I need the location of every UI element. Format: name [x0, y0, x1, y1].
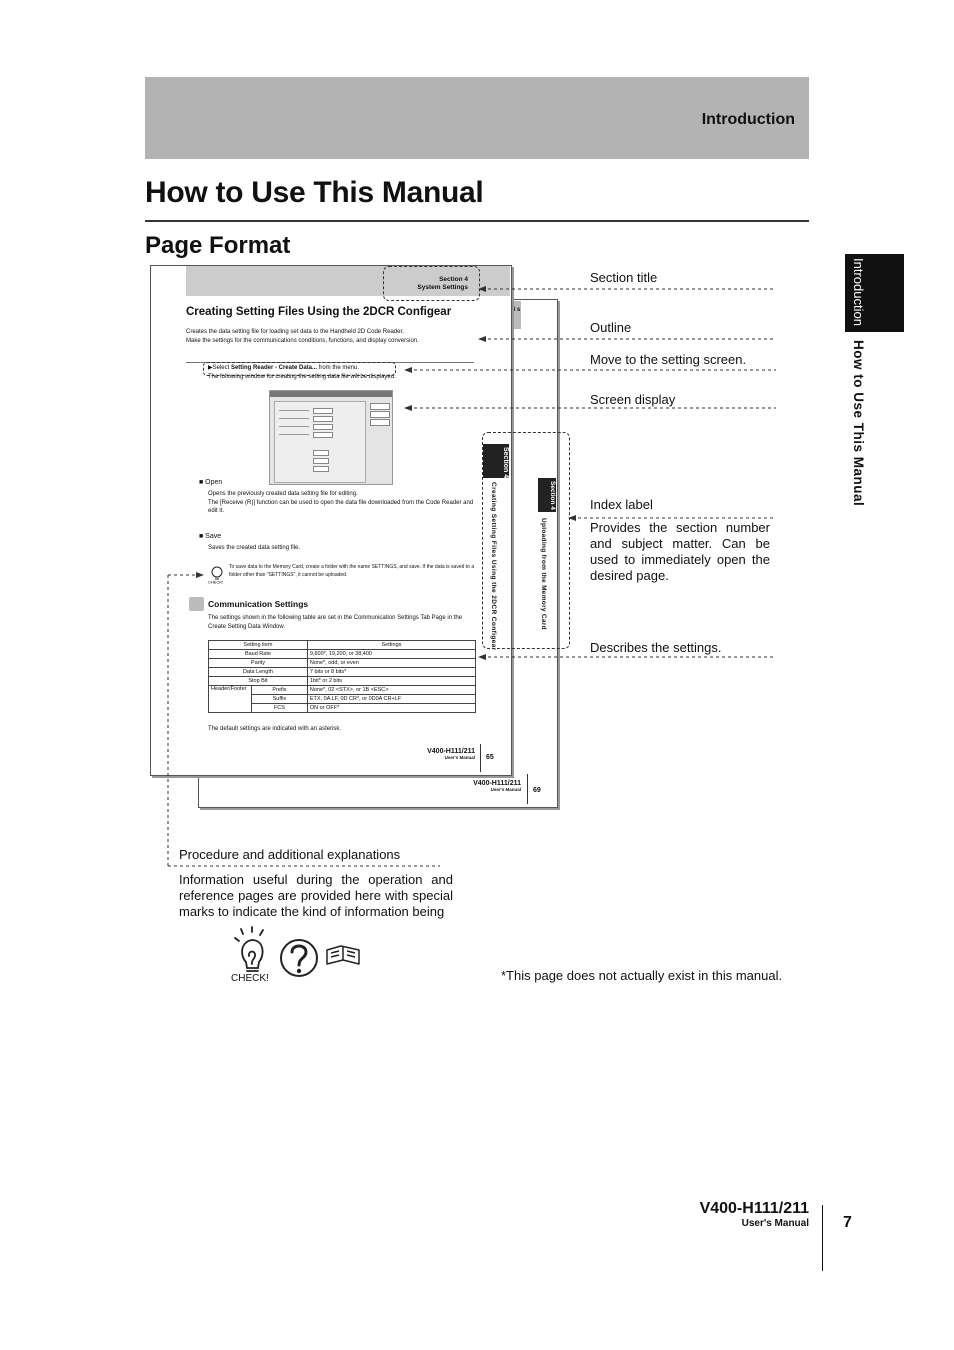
table-cell: Header/Footer [209, 686, 252, 713]
svg-text:CHECK!: CHECK! [208, 579, 224, 584]
mini-open-desc1: Opens the previously created data setting file for editing. [208, 491, 358, 497]
side-tab-section: Introduction [851, 258, 866, 326]
table-header-item: Setting item [209, 641, 308, 650]
table-cell: Data Length [209, 668, 308, 677]
mini-outline-line2: Make the settings for the communications conditions, functions, and display conversion. [186, 337, 419, 344]
mini-section-number: Section 4 [439, 276, 468, 283]
mini-step-pre: ▶Select [208, 365, 231, 371]
front-footer-model: V400-H111/211 [427, 748, 475, 755]
mini-open-title: ■ Open [199, 479, 223, 486]
label-section-title: Section title [590, 270, 658, 285]
mini-open-desc2: The [Receive (R)] function can be used to open the data file downloaded from the Code Reader and edit it. [208, 499, 474, 515]
footer-rule [822, 1205, 823, 1271]
book-icon [325, 942, 361, 968]
mini-save-title: ■ Save [199, 533, 222, 540]
side-tab-topic: How to Use This Manual [851, 340, 866, 507]
label-describes-settings: Describes the settings. [590, 640, 722, 655]
front-index-topic: Creating Setting Files Using the 2DCR Configear [490, 482, 497, 651]
mini-comm-desc: The settings shown in the following table are set in the Communication Settings Tab Page in the Create Setting Data Window. [208, 615, 463, 630]
back-footer-model: V400-H111/211 [473, 780, 521, 787]
footer-model: V400-H111/211 [699, 1200, 809, 1217]
back-footer-um: User's Manual [490, 786, 521, 792]
label-index-desc: Provides the section number and subject matter. Can be used to immediately open the desired page. [590, 520, 770, 583]
page-title: How to Use This Manual [145, 176, 484, 209]
page-subtitle: Page Format [145, 232, 291, 259]
front-footer-um: User's Manual [444, 754, 475, 760]
table-cell: 7 bits or 8 bits* [307, 668, 475, 677]
table-cell: 1bit* or 2 bits [307, 677, 475, 686]
front-page-number: 65 [486, 754, 494, 761]
not-exist-note: *This page does not actually exist in this manual. [501, 968, 783, 983]
header-section-label: Introduction [701, 111, 795, 128]
table-cell: Prefix [252, 686, 308, 695]
table-cell: Baud Rate [209, 650, 308, 659]
question-icon [279, 938, 319, 978]
table-cell: ON or OFF* [307, 704, 475, 713]
table-cell: FCS [252, 704, 308, 713]
mini-section-name: System Settings [417, 284, 468, 292]
back-index-section: Section 4 [538, 478, 556, 512]
mini-step-post: from the menu. [317, 365, 360, 371]
label-index: Index label [590, 497, 653, 512]
table-cell: ETX, 0A LF, 0D CR*, or 0D0A CR+LF [307, 695, 475, 704]
table-cell: Suffix [252, 695, 308, 704]
check-icon [228, 926, 276, 984]
table-cell: Parity [209, 659, 308, 668]
back-section-tab: 4 s [511, 301, 521, 329]
table-cell: None*, 02 <STX>, or 1B <ESC> [307, 686, 475, 695]
label-move-setting: Move to the setting screen. [590, 352, 747, 367]
back-index-topic: Uploading from the Memory Card [540, 518, 547, 630]
label-outline: Outline [590, 320, 632, 335]
mini-save-desc: Saves the created data setting file. [208, 545, 301, 551]
front-index-section: Section 4 [483, 444, 509, 478]
table-cell: 9,600*, 19,200, or 38,400 [307, 650, 475, 659]
mini-outline-line1: Creates the data setting file for loading set data to the Handheld 2D Code Reader. [186, 329, 404, 335]
label-screen-display: Screen display [590, 392, 676, 407]
label-procedure: Procedure and additional explanations [179, 847, 401, 862]
mini-default-note: The default settings are indicated with an asterisk. [208, 726, 342, 732]
label-procedure-desc: Information useful during the operation and reference pages are provided here with special marks to indicate the kind of information being [179, 872, 453, 919]
page-number: 7 [843, 1214, 852, 1231]
table-cell: Stop Bit [209, 677, 308, 686]
mini-heading: Creating Setting Files Using the 2DCR Configear [186, 306, 452, 318]
back-page-number: 69 [533, 787, 541, 794]
mini-check-note: To save data to the Memory Card, create a folder with the name SETTINGS, and save. If the data is saved to a folder other than "SETTINGS", it cannot be uploaded. [229, 564, 475, 578]
table-header-settings: Settings [307, 641, 475, 650]
mini-comm-title: Communication Settings [208, 599, 309, 609]
footer-manual: User's Manual [741, 1218, 809, 1229]
svg-text:CHECK!: CHECK! [231, 973, 269, 984]
mini-step-menu: Setting Reader - Create Data... [230, 365, 317, 371]
table-cell: None*, odd, or even [307, 659, 475, 668]
mini-step-note: The following window for creating the setting data file will be displayed. [208, 373, 396, 380]
